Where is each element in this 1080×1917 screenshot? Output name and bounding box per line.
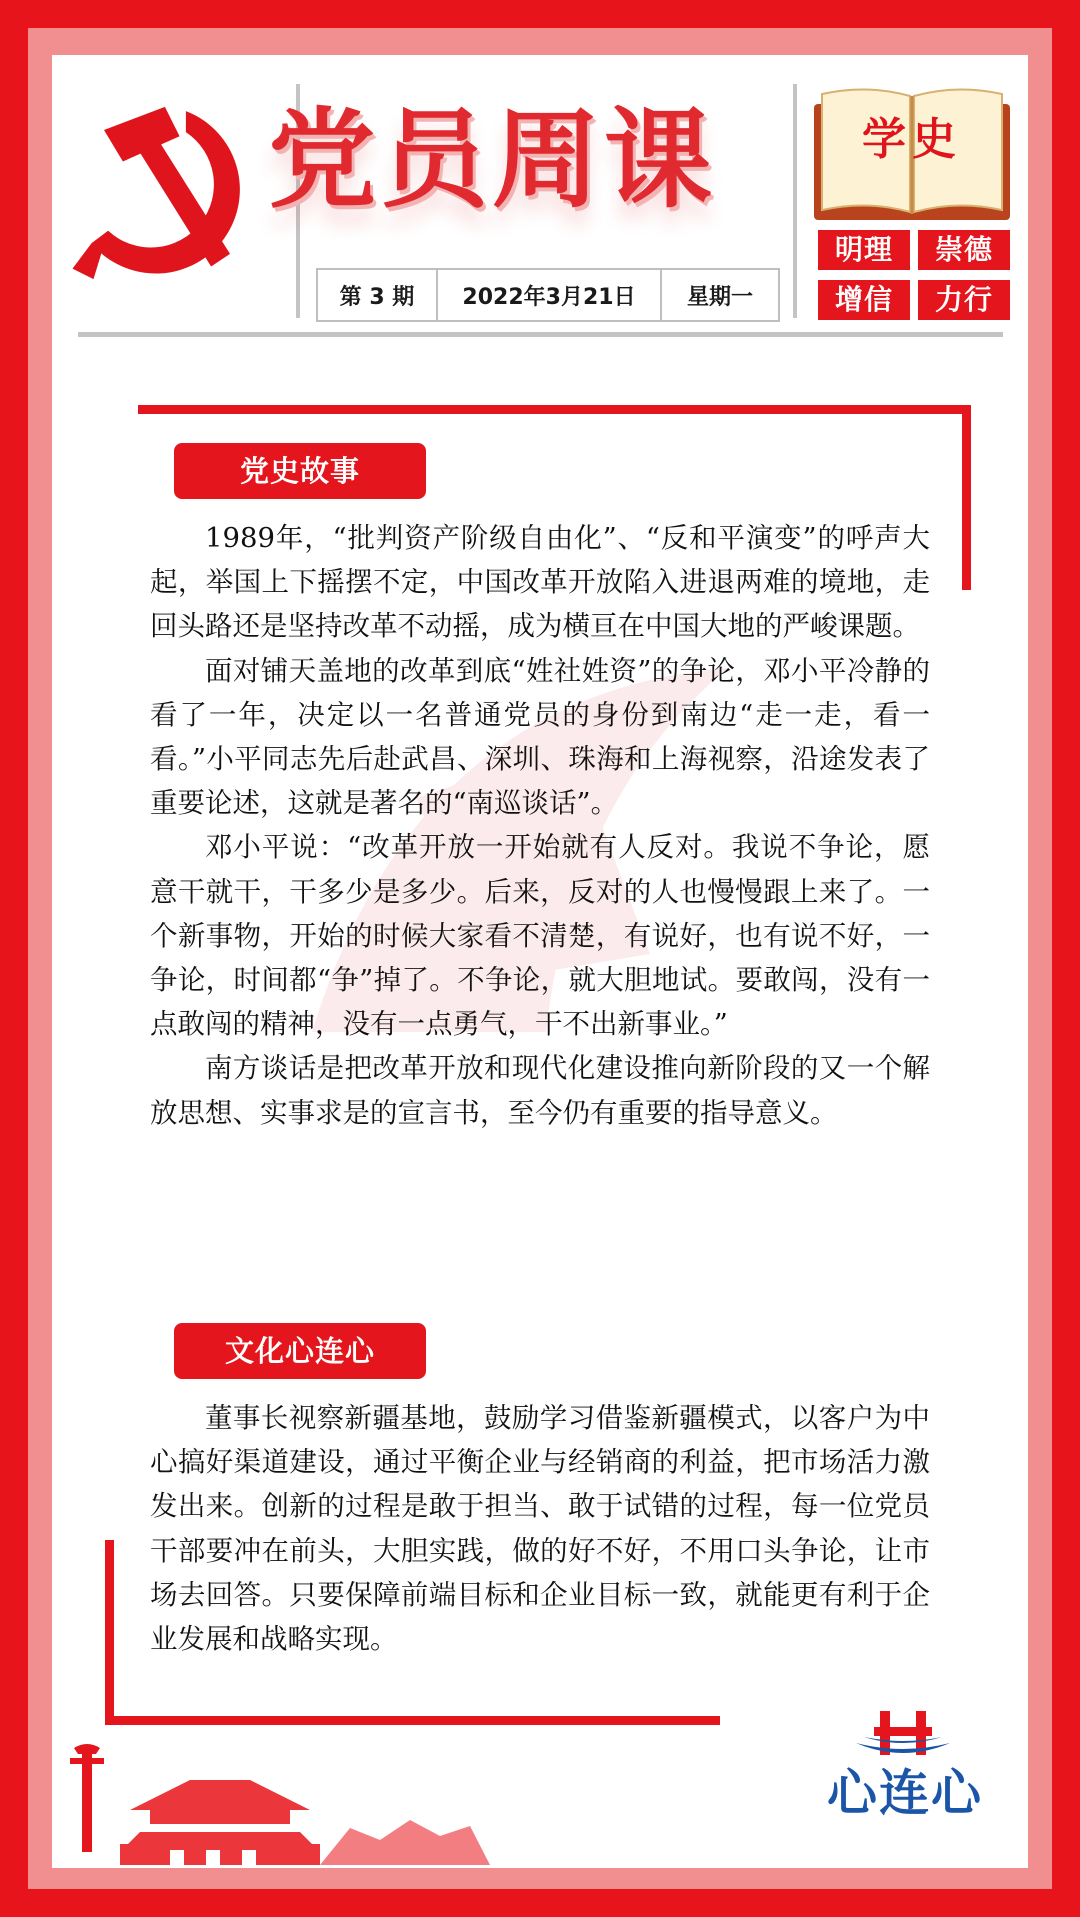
- paragraph: 南方谈话是把改革开放和现代化建设推向新阶段的又一个解放思想、实事求是的宣言书，至今仍有重要的指导意义。: [150, 1052, 930, 1129]
- tiananmen-illustration-icon: [60, 1740, 490, 1865]
- paragraph: 1989年，“批判资产阶级自由化”、“反和平演变”的呼声大起，举国上下摇摆不定，中国改革开放陷入进退两难的境地，走回头路还是坚持改革不动摇，成为横亘在中国大地的严峻课题。: [150, 522, 930, 643]
- company-logo-icon: [818, 1705, 988, 1760]
- issue-number: 第 3 期: [318, 270, 438, 320]
- header-bottom-rule: [78, 332, 1003, 337]
- company-logo-text: 心连心: [827, 1764, 983, 1822]
- paragraph: 董事长视察新疆基地，鼓励学习借鉴新疆模式，以客户为中心搞好渠道建设，通过平衡企业与经销商的利益，把市场活力激发出来。创新的过程是敢于担当、敢于试错的过程，每一位党员干部要冲在前头，大胆实践，做的好不好，不用口头争论，让市场去回答。只要保障前端目标和企业目标一致，就能更有利于企业发展和战略实现。: [150, 1402, 930, 1656]
- party-emblem-icon: [62, 88, 272, 298]
- header-divider-right: [793, 84, 797, 318]
- left-red-rule: [105, 1540, 114, 1725]
- paragraph: 邓小平说：“改革开放一开始就有人反对。我说不争论，愿意干就干，干多少是多少。后来，反对的人也慢慢跟上来了。一个新事物，开始的时候大家看不清楚，有说好，也有说不好，一争论，时间都“争”掉了。不争论，就大胆地试。要敢闯，没有一点敢闯的精神，没有一点勇气，干不出新事业。”: [150, 831, 930, 1041]
- issue-weekday: 星期一: [686, 284, 753, 310]
- right-red-rule: [962, 405, 971, 590]
- section-body-culture: [150, 1396, 930, 1661]
- paragraph: 面对铺天盖地的改革到底“姓社姓资”的争论，邓小平冷静的看了一年，决定以一名普通党员的身份到南边“走一走，看一看。”小平同志先后赴武昌、深圳、珠海和上海视察，沿途发表了重要论述，这就是著名的“南巡谈话”。: [150, 654, 930, 820]
- book-title: 学史: [862, 114, 962, 165]
- tag-chongde: 崇德: [918, 230, 1010, 270]
- section-label-culture: 文化心连心: [174, 1323, 426, 1379]
- issue-date: 2022年3月21日: [438, 270, 662, 320]
- issue-info-bar: [316, 268, 780, 322]
- bottom-red-rule: [105, 1716, 720, 1725]
- page-title: 党员周课: [268, 98, 717, 223]
- section-body-party-history: [150, 516, 930, 1135]
- section-label-party-history: 党史故事: [174, 443, 426, 499]
- top-red-rule: [138, 405, 971, 414]
- tag-lixing: 力行: [918, 280, 1010, 320]
- tag-minglí: 明理: [818, 230, 910, 270]
- tag-zengxin: 增信: [818, 280, 910, 320]
